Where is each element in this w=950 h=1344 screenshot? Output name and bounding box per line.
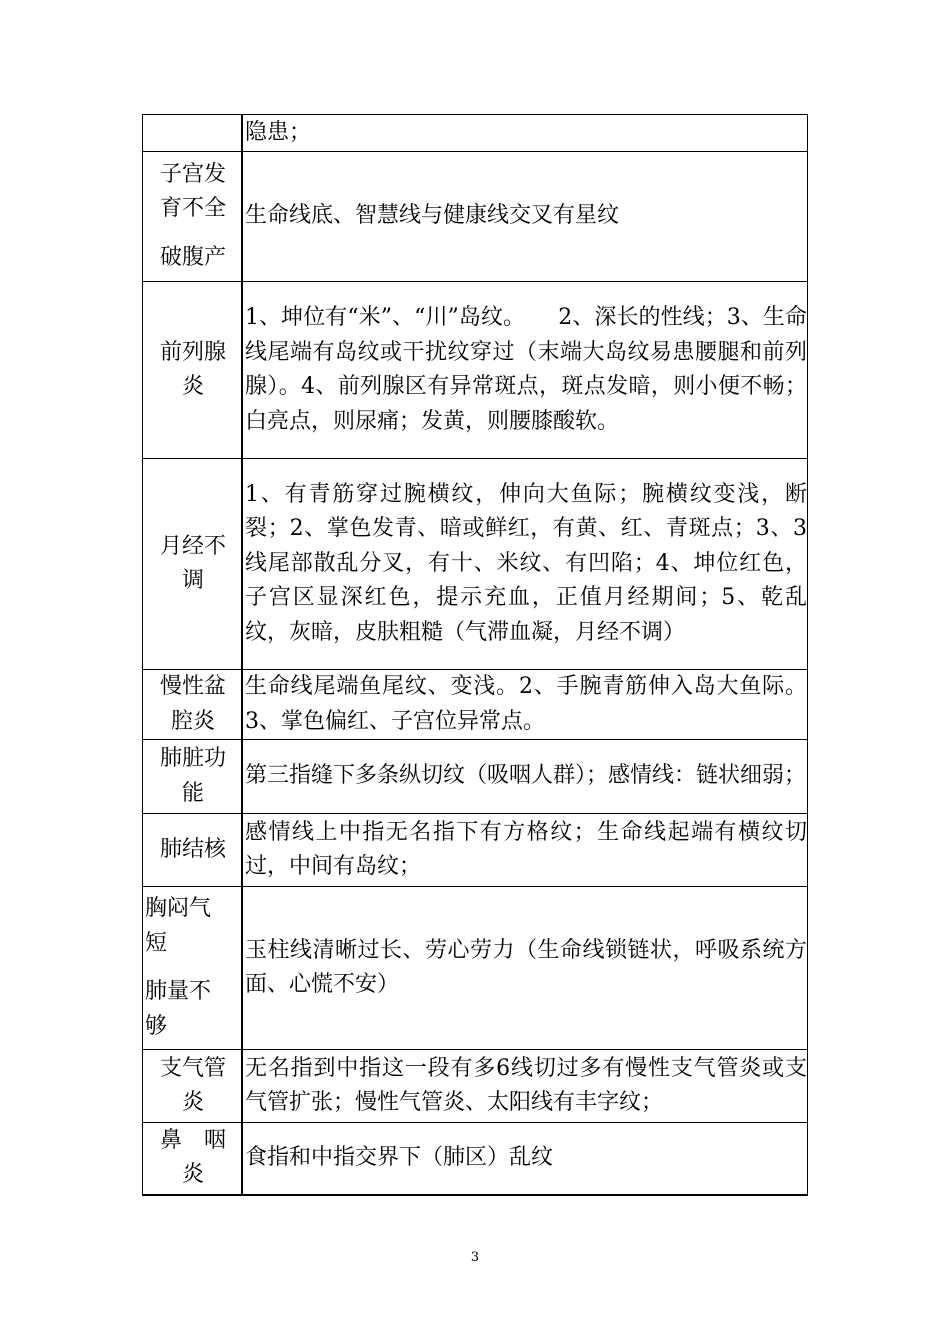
table-row bbox=[143, 740, 808, 814]
table-row bbox=[143, 887, 808, 1050]
row-key-line: 子宫发 bbox=[159, 161, 226, 187]
row-value: 1、坤位有“米”、“川”岛纹。 2、深长的性线；3、生命线尾端有岛纹或干扰纹穿过（末端大岛纹易患腰腿和前列腺）。4、前列腺区有异常斑点，斑点发暗，则小便不畅；白亮点，则尿痛；发黄，则腰膝酸软。 bbox=[242, 282, 808, 459]
row-value: 玉柱线清晰过长、劳心劳力（生命线锁链状，呼吸系统方面、心慌不安） bbox=[242, 887, 808, 1050]
row-key bbox=[143, 1050, 243, 1123]
row-key-line: 破腹产 bbox=[159, 244, 226, 270]
row-key-line: 肺结核 bbox=[159, 836, 226, 862]
row-value: 无名指到中指这一段有多6线切过多有慢性支气管炎或支气管扩张；慢性气管炎、太阳线有丰字纹； bbox=[242, 1050, 808, 1123]
row-key bbox=[143, 814, 243, 887]
row-key bbox=[143, 115, 243, 152]
row-value: 1、有青筋穿过腕横纹，伸向大鱼际；腕横纹变浅，断裂；2、掌色发青、暗或鲜红，有黄、红、青斑点；3、3线尾部散乱分叉，有十、米纹、有凹陷；4、坤位红色，子宫区显深红色，提示充血，正值月经期间；5、乾乱纹，灰暗，皮肤粗糙（气滞血凝，月经不调） bbox=[242, 459, 808, 670]
table-row bbox=[143, 459, 808, 670]
row-key-line: 短 bbox=[145, 930, 168, 956]
page-number: 3 bbox=[470, 1250, 480, 1265]
table-row bbox=[143, 282, 808, 459]
row-key-line: 鼻 咽 bbox=[159, 1127, 226, 1153]
row-key-line: 前列腺 bbox=[159, 339, 226, 365]
row-key-line: 支气管 bbox=[159, 1055, 226, 1081]
row-key-line: 够 bbox=[145, 1013, 168, 1039]
table-row bbox=[143, 152, 808, 282]
row-value: 生命线底、智慧线与健康线交叉有星纹 bbox=[242, 152, 808, 282]
row-value: 生命线尾端鱼尾纹、变浅。2、手腕青筋伸入岛大鱼际。3、掌色偏红、子宫位异常点。 bbox=[242, 670, 808, 740]
row-key-line: 炎 bbox=[181, 1162, 204, 1188]
row-key-line: 能 bbox=[181, 780, 204, 806]
table-row bbox=[143, 1123, 808, 1195]
row-key-line: 肺脏功 bbox=[159, 746, 226, 771]
row-key-line: 慢性盆 bbox=[159, 674, 226, 699]
row-value: 食指和中指交界下（肺区）乱纹 bbox=[242, 1123, 808, 1195]
row-key bbox=[143, 1123, 243, 1195]
table-row bbox=[143, 670, 808, 740]
row-key-line: 月经不 bbox=[159, 533, 226, 559]
row-key bbox=[143, 459, 243, 670]
row-key-line: 炎 bbox=[181, 1090, 204, 1115]
row-key-line: 炎 bbox=[181, 374, 204, 399]
row-key-line: 肺量不 bbox=[145, 979, 212, 1004]
table-row bbox=[143, 814, 808, 887]
row-value: 感情线上中指无名指下有方格纹；生命线起端有横纹切过，中间有岛纹； bbox=[242, 814, 808, 887]
row-key bbox=[143, 887, 243, 1050]
row-key bbox=[143, 740, 243, 814]
row-key bbox=[143, 152, 243, 282]
row-key bbox=[143, 670, 243, 740]
row-key-line: 胸闷气 bbox=[145, 896, 212, 921]
row-value: 第三指缝下多条纵切纹（吸咽人群）；感情线：链状细弱； bbox=[242, 740, 808, 814]
row-value: 隐患； bbox=[242, 115, 808, 152]
row-key-line: 育不全 bbox=[159, 196, 226, 222]
row-key bbox=[143, 282, 243, 459]
row-key-line: 腔炎 bbox=[170, 708, 215, 734]
table-row bbox=[143, 1050, 808, 1123]
table-row bbox=[143, 115, 808, 152]
symptom-table bbox=[142, 114, 808, 1196]
row-key-line: 调 bbox=[181, 568, 204, 593]
